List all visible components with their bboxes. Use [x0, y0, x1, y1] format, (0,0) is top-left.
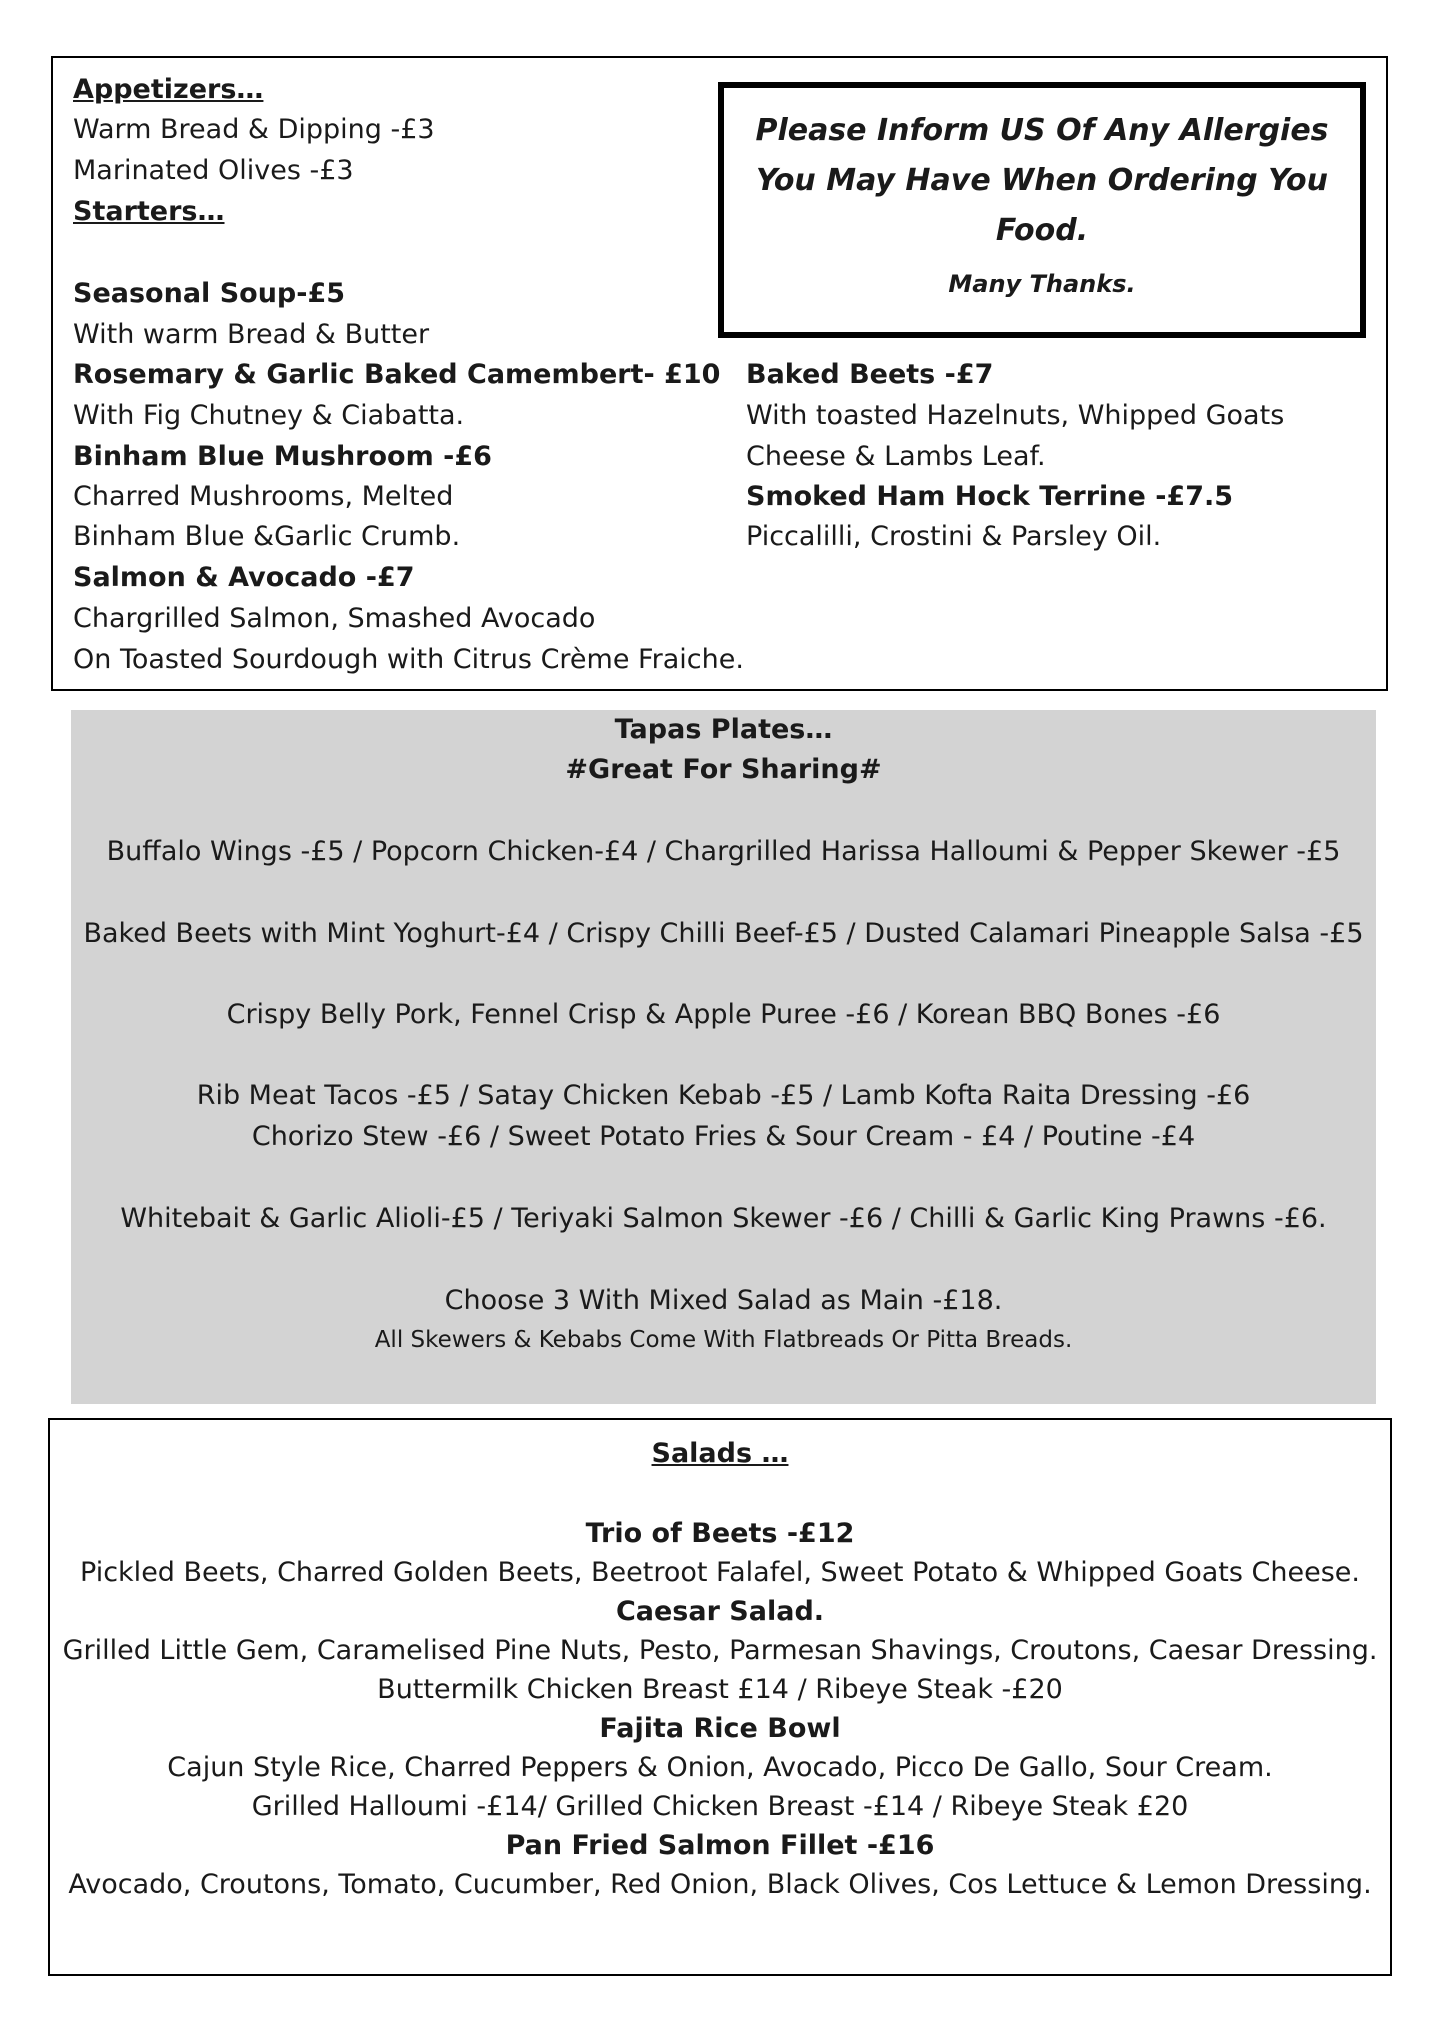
salad-desc: Avocado, Croutons, Tomato, Cucumber, Red Onion, Black Olives, Cos Lettuce & Lemon Dressing.: [68, 1869, 1372, 1900]
salad-desc: Buttermilk Chicken Breast £14 / Ribeye Steak -£20: [377, 1674, 1063, 1705]
starters-heading: Starters…: [73, 196, 225, 227]
starter-desc: On Toasted Sourdough with Citrus Crème Fraiche.: [73, 644, 744, 675]
allergy-line-1: Please Inform US Of Any Allergies: [755, 113, 1329, 148]
salads-heading: Salads …: [651, 1438, 789, 1469]
allergy-notice: [718, 82, 1366, 338]
appetizers-heading: Appetizers…: [73, 74, 264, 105]
salad-name: Fajita Rice Bowl: [599, 1713, 841, 1744]
salad-desc: Grilled Little Gem, Caramelised Pine Nuts, Pesto, Parmesan Shavings, Croutons, Caesar Dressing.: [62, 1635, 1378, 1666]
allergy-thanks: Many Thanks.: [948, 270, 1136, 298]
tapas-line: Rib Meat Tacos -£5 / Satay Chicken Kebab -£5 / Lamb Kofta Raita Dressing -£6: [196, 1080, 1251, 1111]
starter-desc: Charred Mushrooms, Melted: [73, 481, 454, 512]
starter-name: Baked Beets -£7: [746, 359, 994, 390]
starter-name: Binham Blue Mushroom -£6: [73, 441, 492, 472]
allergy-line-3: Food.: [995, 213, 1089, 248]
starter-desc: Chargrilled Salmon, Smashed Avocado: [73, 603, 596, 634]
tapas-main-offer: Choose 3 With Mixed Salad as Main -£18.: [444, 1285, 1003, 1316]
salad-desc: Grilled Halloumi -£14/ Grilled Chicken Breast -£14 / Ribeye Steak £20: [251, 1791, 1189, 1822]
starter-desc: With warm Bread & Butter: [73, 319, 430, 350]
tapas-line: Baked Beets with Mint Yoghurt-£4 / Crispy Chilli Beef-£5 / Dusted Calamari Pineapple Salsa -£5: [83, 918, 1364, 949]
tapas-heading: Tapas Plates…: [614, 714, 833, 745]
tapas-line: Chorizo Stew -£6 / Sweet Potato Fries & Sour Cream - £4 / Poutine -£4: [251, 1121, 1196, 1152]
starter-name: Seasonal Soup-£5: [73, 278, 346, 309]
starter-desc: Binham Blue &Garlic Crumb.: [73, 521, 461, 552]
tapas-line: Buffalo Wings -£5 / Popcorn Chicken-£4 / Chargrilled Harissa Halloumi & Pepper Skewer -£5: [106, 836, 1341, 867]
salad-name: Caesar Salad.: [615, 1596, 825, 1627]
tapas-note: All Skewers & Kebabs Come With Flatbreads Or Pitta Breads.: [374, 1327, 1073, 1353]
salad-name: Trio of Beets -£12: [585, 1518, 855, 1549]
starter-desc: Piccalilli, Crostini & Parsley Oil.: [746, 521, 1162, 552]
starter-desc: With Fig Chutney & Ciabatta.: [73, 400, 465, 431]
appetizer-item: Marinated Olives -£3: [73, 155, 354, 186]
starter-desc: Cheese & Lambs Leaf.: [746, 441, 1046, 472]
starter-name: Rosemary & Garlic Baked Camembert- £10: [73, 359, 721, 390]
salad-desc: Cajun Style Rice, Charred Peppers & Onion, Avocado, Picco De Gallo, Sour Cream.: [167, 1752, 1273, 1783]
tapas-line: Whitebait & Garlic Alioli-£5 / Teriyaki Salmon Skewer -£6 / Chilli & Garlic King Prawns -£6.: [120, 1203, 1327, 1234]
appetizer-item: Warm Bread & Dipping -£3: [73, 114, 435, 145]
allergy-line-2: You May Have When Ordering You: [755, 163, 1329, 198]
salads-section: [48, 1418, 1392, 1976]
tapas-section: [71, 710, 1376, 1404]
starter-name: Smoked Ham Hock Terrine -£7.5: [746, 481, 1234, 512]
tapas-subheading: #Great For Sharing#: [565, 754, 882, 785]
salad-desc: Pickled Beets, Charred Golden Beets, Beetroot Falafel, Sweet Potato & Whipped Goats Cheese.: [80, 1557, 1360, 1588]
starter-name: Salmon & Avocado -£7: [73, 562, 415, 593]
starter-desc: With toasted Hazelnuts, Whipped Goats: [746, 400, 1285, 431]
salad-name: Pan Fried Salmon Fillet -£16: [505, 1830, 935, 1861]
tapas-line: Crispy Belly Pork, Fennel Crisp & Apple Puree -£6 / Korean BBQ Bones -£6: [226, 999, 1221, 1030]
